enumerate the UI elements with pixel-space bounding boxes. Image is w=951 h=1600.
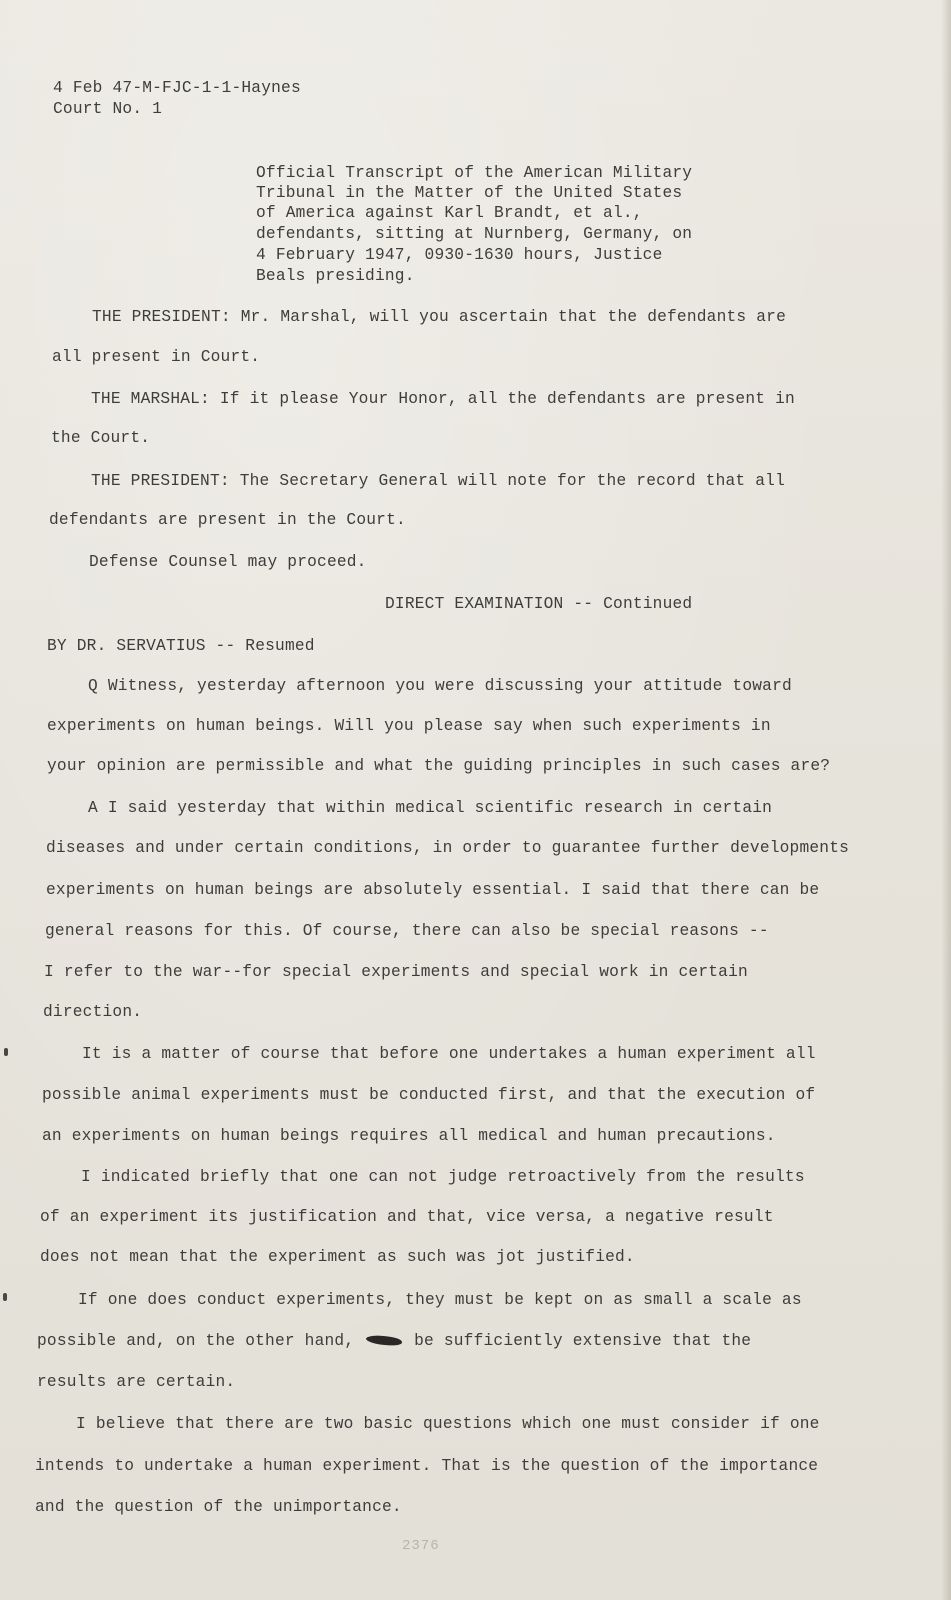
- examiner-line: BY DR. SERVATIUS -- Resumed: [47, 637, 315, 655]
- answer-line: A I said yesterday that within medical scientific research in certain: [88, 799, 773, 817]
- answer-line: I believe that there are two basic questions which one must consider if one: [76, 1415, 820, 1433]
- answer-line: I refer to the war--for special experiments and special work in certain: [44, 963, 748, 981]
- margin-mark: [4, 1048, 8, 1056]
- answer-line: direction.: [43, 1003, 143, 1021]
- answer-line: diseases and under certain conditions, in order to guarantee further developments: [46, 839, 850, 857]
- question-line: your opinion are permissible and what the guiding principles in such cases are?: [47, 757, 831, 775]
- question-line: Q Witness, yesterday afternoon you were discussing your attitude toward: [88, 677, 792, 695]
- answer-line: I indicated briefly that one can not judge retroactively from the results: [81, 1168, 805, 1186]
- ink-blot: [366, 1335, 403, 1346]
- answer-line: intends to undertake a human experiment. That is the question of the importance: [35, 1457, 819, 1475]
- court-number: Court No. 1: [53, 100, 163, 118]
- answer-line: [37, 1331, 751, 1351]
- answer-line: results are certain.: [37, 1373, 236, 1391]
- answer-line: It is a matter of course that before one undertakes a human experiment all: [82, 1045, 816, 1063]
- body-line: Defense Counsel may proceed.: [89, 553, 367, 571]
- caption-line: Beals presiding.: [256, 267, 415, 285]
- body-line: THE MARSHAL: If it please Your Honor, all the defendants are present in: [91, 390, 795, 408]
- body-line: defendants are present in the Court.: [49, 511, 406, 529]
- section-heading: DIRECT EXAMINATION -- Continued: [385, 595, 693, 613]
- answer-line: If one does conduct experiments, they must be kept on as small a scale as: [78, 1291, 802, 1309]
- answer-line-end: be sufficiently extensive that the: [414, 1332, 752, 1350]
- margin-mark: [3, 1293, 7, 1301]
- page-number: 2376: [402, 1538, 440, 1554]
- answer-line-start: possible and, on the other hand,: [37, 1332, 355, 1350]
- body-line: the Court.: [51, 429, 151, 447]
- caption-line: Tribunal in the Matter of the United States: [256, 184, 683, 202]
- page-edge-shadow: [941, 0, 951, 1600]
- answer-line: general reasons for this. Of course, there can also be special reasons --: [45, 922, 769, 940]
- body-line: all present in Court.: [52, 348, 261, 366]
- caption-line: Official Transcript of the American Military: [256, 164, 693, 182]
- caption-line: 4 February 1947, 0930-1630 hours, Justice: [256, 246, 663, 264]
- answer-line: of an experiment its justification and that, vice versa, a negative result: [40, 1208, 774, 1226]
- caption-line: defendants, sitting at Nurnberg, Germany, on: [256, 225, 693, 243]
- document-reference: 4 Feb 47-M-FJC-1-1-Haynes: [53, 79, 301, 97]
- answer-line: an experiments on human beings requires all medical and human precautions.: [42, 1127, 776, 1145]
- caption-line: of America against Karl Brandt, et al.,: [256, 204, 643, 222]
- body-line: THE PRESIDENT: The Secretary General will note for the record that all: [91, 472, 785, 490]
- answer-line: possible animal experiments must be conducted first, and that the execution of: [42, 1086, 816, 1104]
- answer-line: and the question of the unimportance.: [35, 1498, 402, 1516]
- answer-line: does not mean that the experiment as such was jot justified.: [40, 1248, 635, 1266]
- answer-line: experiments on human beings are absolutely essential. I said that there can be: [46, 881, 820, 899]
- question-line: experiments on human beings. Will you please say when such experiments in: [47, 717, 771, 735]
- body-line: THE PRESIDENT: Mr. Marshal, will you ascertain that the defendants are: [92, 308, 786, 326]
